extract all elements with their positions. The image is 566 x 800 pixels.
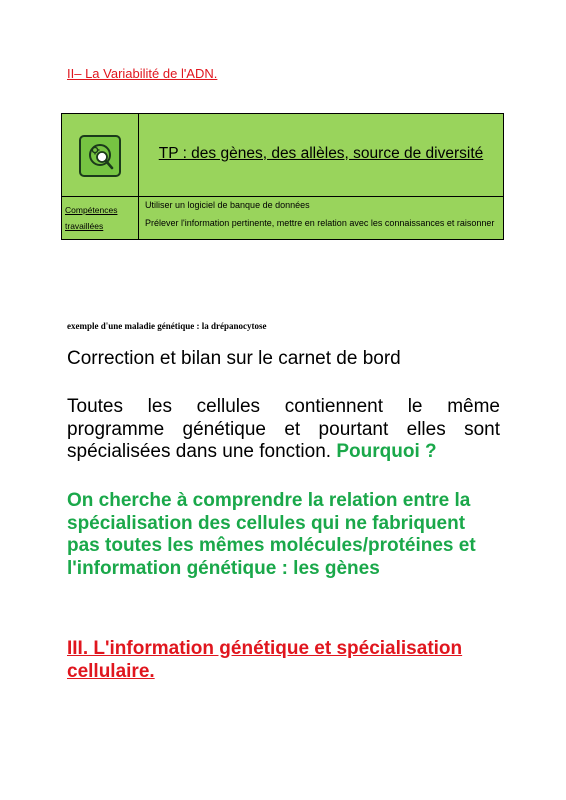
tp-box xyxy=(61,113,504,240)
tp-title: TP : des gènes, des allèles, source de diversité xyxy=(139,114,504,197)
paragraph-1 xyxy=(67,396,500,464)
example-line: exemple d'une maladie génétique : la drépanocytose xyxy=(67,321,267,331)
competence-item: Utiliser un logiciel de banque de données xyxy=(145,200,310,210)
section-3-title: III. L'information génétique et spécialisation cellulaire. xyxy=(67,638,463,682)
magnifier-gear-icon xyxy=(79,135,121,177)
paragraph-2: On cherche à comprendre la relation entre la spécialisation des cellules qui ne fabriquent pas toutes les mêmes molécules/protéines et l'information génétique : les gènes xyxy=(67,490,476,579)
correction-heading: Correction et bilan sur le carnet de bord xyxy=(67,348,401,369)
paragraph-1-text: Toutes les cellules contiennent le même programme génétique et pourtant elles sont spécialisées dans une fonction. xyxy=(67,396,500,462)
competences-list xyxy=(139,197,504,240)
section-title: II– La Variabilité de l'ADN. xyxy=(67,66,218,81)
tp-icon-cell xyxy=(62,114,139,197)
competences-label: Compétences travaillées xyxy=(62,197,139,240)
paragraph-1-question: Pourquoi ? xyxy=(336,441,437,462)
competence-item: Prélever l'information pertinente, mettre en relation avec les connaissances et raisonner xyxy=(145,218,495,228)
